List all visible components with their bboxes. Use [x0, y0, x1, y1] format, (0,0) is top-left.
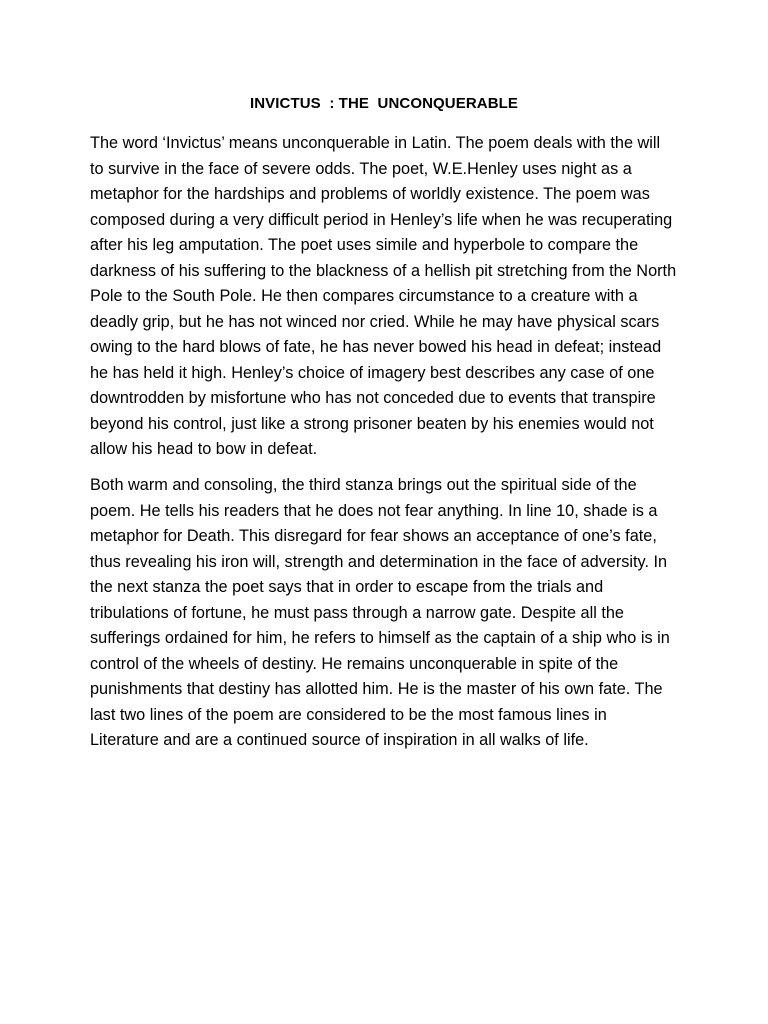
paragraph-line: owing to the hard blows of fate, he has never bowed his head in defeat; instead	[90, 338, 662, 356]
paragraph-1	[90, 131, 690, 463]
paragraph-line: tribulations of fortune, he must pass through a narrow gate. Despite all the	[90, 603, 624, 622]
paragraph-line: punishments that destiny has allotted him. He is the master of his own fate. The	[90, 680, 663, 698]
paragraph-line: beyond his control, just like a strong prisoner beaten by his enemies would not	[90, 414, 654, 433]
document-title: INVICTUS : THE UNCONQUERABLE	[249, 95, 518, 112]
paragraph-2	[90, 473, 690, 754]
paragraph-line: darkness of his suffering to the blackness of a hellish pit stretching from the North	[90, 261, 677, 280]
paragraph-line: The word ‘Invictus’ means unconquerable in Latin. The poem deals with the will	[90, 134, 661, 152]
paragraph-line: he has held it high. Henley’s choice of imagery best describes any case of one	[90, 363, 655, 382]
paragraph-line: Pole to the South Pole. He then compares circumstance to a creature with a	[90, 287, 638, 305]
paragraph-line: after his leg amputation. The poet uses simile and hyperbole to compare the	[90, 236, 639, 254]
paragraph-line: allow his head to bow in defeat.	[90, 440, 318, 458]
paragraph-line: composed during a very difficult period in Henley’s life when he was recuperating	[90, 210, 673, 229]
paragraph-line: the next stanza the poet says that in order to escape from the trials and	[90, 578, 604, 596]
paragraph-line: deadly grip, but he has not winced nor cried. While he may have physical scars	[90, 312, 660, 331]
paragraph-line: to survive in the face of severe odds. The poet, W.E.Henley uses night as a	[90, 159, 632, 178]
paragraph-line: Literature and are a continued source of inspiration in all walks of life.	[90, 731, 589, 749]
paragraph-line: last two lines of the poem are considered to be the most famous lines in	[90, 705, 607, 724]
paragraph-line: metaphor for the hardships and problems of worldly existence. The poem was	[90, 185, 650, 203]
paragraph-line: downtrodden by misfortune who has not conceded due to events that transpire	[90, 389, 656, 407]
paragraph-line: poem. He tells his readers that he does not fear anything. In line 10, shade is a	[90, 501, 658, 520]
paragraph-line: sufferings ordained for him, he refers to himself as the captain of a ship who is in	[90, 629, 670, 647]
paragraph-line: thus revealing his iron will, strength and determination in the face of adversity. In	[90, 552, 668, 571]
paragraph-line: control of the wheels of destiny. He remains unconquerable in spite of the	[90, 654, 619, 673]
paragraph-line: metaphor for Death. This disregard for fear shows an acceptance of one’s fate,	[90, 527, 657, 545]
paragraph-line: Both warm and consoling, the third stanza brings out the spiritual side of the	[90, 476, 637, 494]
